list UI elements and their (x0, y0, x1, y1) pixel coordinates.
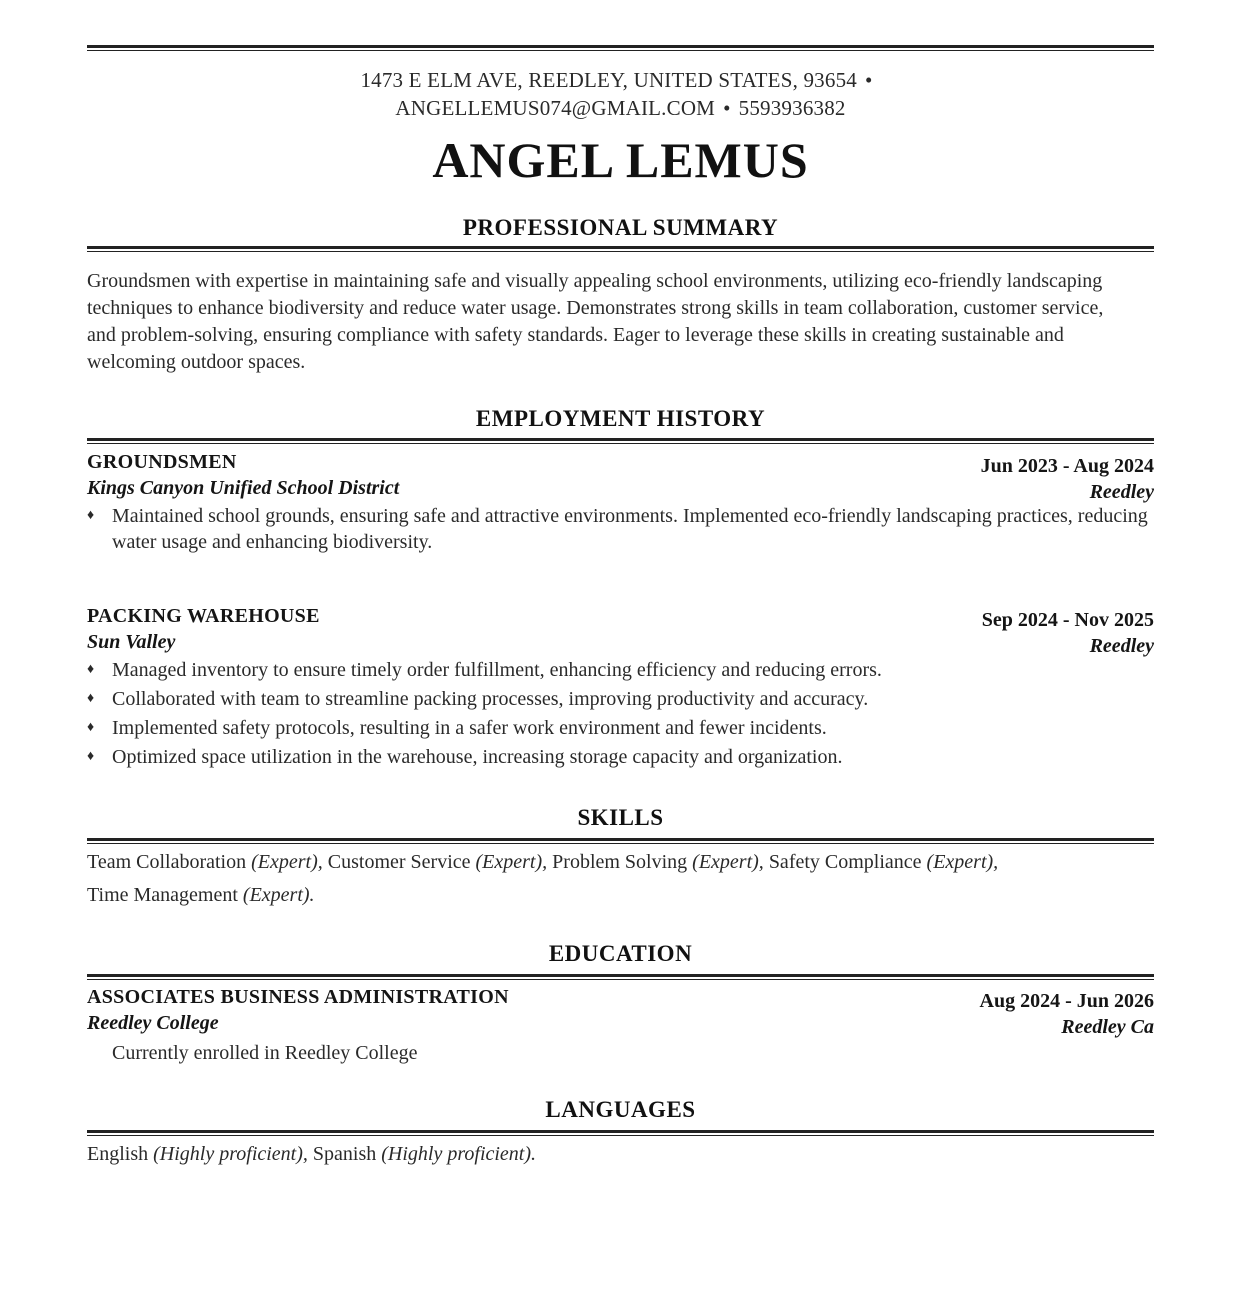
summary-text (87, 268, 1154, 376)
contact-line-1 (87, 66, 1154, 94)
skill-level: (Expert), (251, 851, 323, 873)
language-level: (Highly proficient). (381, 1143, 537, 1165)
bullet-text: Implemented safety protocols, resulting in a safer work environment and fewer incidents. (112, 717, 827, 739)
job-bullet (87, 657, 1154, 683)
diamond-bullet-icon: ♦ (87, 662, 95, 677)
summary-line: techniques to enhance biodiversity and reduce water usage. Demonstrates strong skills in team collaboration, customer service, (87, 297, 1104, 319)
address: 1473 E ELM AVE, REEDLEY, UNITED STATES, 93654 (360, 68, 857, 92)
email: ANGELLEMUS074@GMAIL.COM (395, 96, 716, 120)
summary-line: Groundsmen with expertise in maintaining safe and visually appealing school environments, utilizing eco-friendly landscaping (87, 270, 1103, 292)
language-name: Spanish (312, 1143, 377, 1165)
skills-rule (87, 838, 1154, 844)
languages-list (87, 1138, 1154, 1171)
job-bullets (87, 657, 1154, 770)
job-bullet (87, 715, 1154, 741)
bullet-text: Maintained school grounds, ensuring safe and attractive environments. Implemented eco-friendly landscaping practices, reducing water usage and enhancing biodiversity. (112, 505, 1148, 553)
top-rule (87, 45, 1154, 51)
skill-level: (Expert), (926, 851, 999, 873)
diamond-bullet-icon: ♦ (87, 691, 95, 706)
employment-rule (87, 438, 1154, 444)
language-level: (Highly proficient), (153, 1143, 308, 1165)
candidate-name: ANGEL LEMUS (432, 132, 809, 188)
languages-rule (87, 1130, 1154, 1136)
job-entry (87, 449, 1154, 558)
language-name: English (87, 1143, 149, 1165)
job-company: Sun Valley (87, 631, 176, 653)
education-meta (980, 988, 1154, 1040)
section-title-education: EDUCATION (548, 941, 693, 966)
diamond-bullet-icon: ♦ (87, 720, 95, 735)
contact-line-2 (87, 94, 1154, 122)
education-dates: Aug 2024 - Jun 2026 (979, 990, 1154, 1012)
skill-name: Time Management (87, 884, 238, 906)
job-entry (87, 603, 1154, 773)
job-company: Kings Canyon Unified School District (87, 477, 400, 499)
summary-rule (87, 246, 1154, 252)
summary-line: and problem-solving, ensuring compliance with safety standards. Eager to leverage these skills in creating sustainable and (87, 324, 1064, 346)
education-note: Currently enrolled in Reedley College (112, 1042, 418, 1064)
diamond-bullet-icon: ♦ (87, 508, 95, 523)
education-location: Reedley Ca (1061, 1016, 1154, 1038)
job-bullet (87, 686, 1154, 712)
diamond-bullet-icon: ♦ (87, 749, 95, 764)
skills-line (87, 879, 1154, 912)
education-school: Reedley College (87, 1012, 219, 1034)
skill-level: (Expert), (692, 851, 764, 873)
skills-line (87, 846, 1154, 879)
contact-block (87, 66, 1154, 122)
section-title-skills: SKILLS (577, 805, 664, 830)
skill-name: Team Collaboration (87, 851, 247, 873)
job-dates: Sep 2024 - Nov 2025 (981, 609, 1154, 631)
bullet-text: Optimized space utilization in the warehouse, increasing storage capacity and organization. (112, 746, 843, 768)
job-bullets (87, 503, 1154, 555)
job-location: Reedley (1089, 635, 1154, 657)
job-bullet (87, 503, 1154, 555)
job-title: GROUNDSMEN (87, 451, 237, 473)
section-title-summary: PROFESSIONAL SUMMARY (462, 215, 779, 240)
skill-name: Safety Compliance (768, 851, 922, 873)
summary-line: welcoming outdoor spaces. (87, 351, 306, 373)
skill-name: Problem Solving (552, 851, 688, 873)
bullet-text: Collaborated with team to streamline packing processes, improving productivity and accuracy. (112, 688, 869, 710)
phone: 5593936382 (738, 96, 846, 120)
education-rule (87, 974, 1154, 980)
job-meta (982, 607, 1154, 659)
job-location: Reedley (1089, 481, 1154, 503)
skill-level: (Expert). (242, 884, 315, 906)
section-title-languages: LANGUAGES (545, 1097, 696, 1122)
job-dates: Jun 2023 - Aug 2024 (980, 455, 1154, 477)
education-degree: ASSOCIATES BUSINESS ADMINISTRATION (87, 986, 509, 1008)
job-bullet (87, 744, 1154, 770)
education-entry (87, 984, 1154, 1066)
job-meta (981, 453, 1154, 505)
section-title-employment: EMPLOYMENT HISTORY (475, 406, 766, 431)
separator-dot: • (723, 96, 731, 120)
bullet-text: Managed inventory to ensure timely order fulfillment, enhancing efficiency and reducing errors. (112, 659, 882, 681)
skill-level: (Expert), (475, 851, 548, 873)
skills-list (87, 846, 1154, 912)
separator-dot: • (864, 68, 873, 92)
skill-name: Customer Service (327, 851, 471, 873)
job-title: PACKING WAREHOUSE (87, 605, 320, 627)
